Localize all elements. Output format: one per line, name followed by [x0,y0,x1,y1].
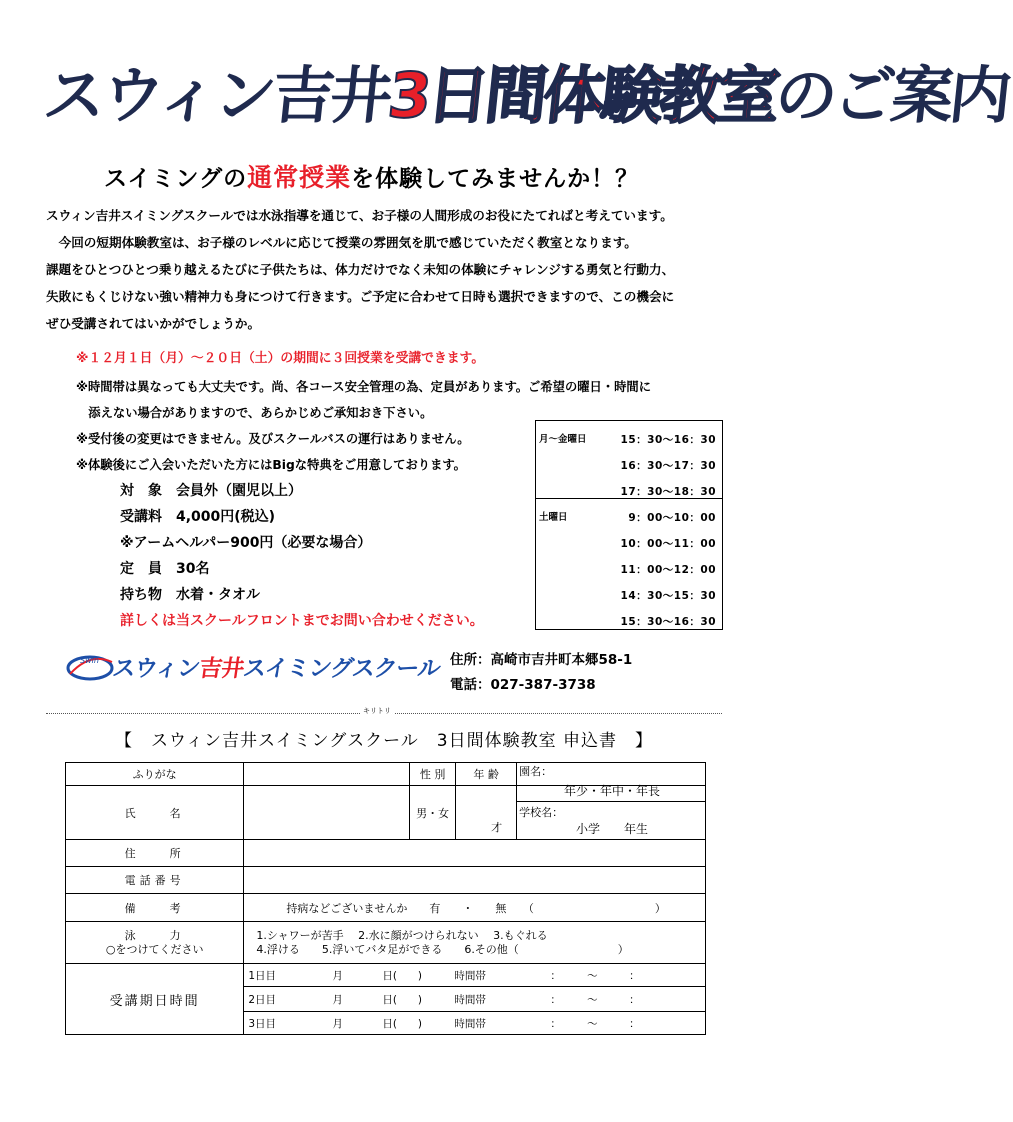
contact-info [450,648,632,698]
title-course: 3日間体験教室 [384,59,780,132]
time-slot: 17：30～18：30 [620,486,716,498]
address-field[interactable] [244,840,706,867]
schedule-row [536,479,722,505]
intro-line: 課題をひとつひとつ乗り越えるたびに子供たちは、体力だけでなく未知の体験にチャレンジする勇気と行動力、 [46,262,675,277]
age-field[interactable] [456,786,517,840]
saturday-block [536,505,722,635]
address-label: 住 所 [66,840,244,867]
phone-label: 電話番号 [66,867,244,894]
detail-items: 持ち物 水着・タオル [120,587,260,603]
phone: 電話：027-387-3738 [450,677,596,693]
schedule-row [536,505,722,531]
logo-name [111,650,443,683]
saturday-label: 土曜日 [539,512,568,523]
time-field[interactable]: ： ～ ： [550,969,640,982]
intro-line: 失敗にもくじけない強い精神力も身につけて行きます。ご予定に合わせて日時も選択できますので、この機会に [46,289,675,304]
date-row-2[interactable] [244,987,706,1012]
furigana-field[interactable] [244,763,410,786]
day-label: 1日目 [248,969,277,982]
age-unit: 才 [491,821,503,834]
swim-ability-label [66,922,244,964]
note-line: ※受付後の変更はできません。及びスクールバスの運行はありません。 [76,432,470,446]
time-slot: 15：30～16：30 [620,434,716,446]
schedule-row [536,609,722,635]
intro-line: 今回の短期体験教室は、お子様のレベルに応じて授業の雰囲気を肌で感じていただく教室となります。 [46,235,637,250]
month-field[interactable]: 月 [332,993,343,1006]
weekday-label: 月～金曜日 [539,434,587,445]
date-row-3[interactable] [244,1012,706,1035]
day-label: 2日目 [248,993,277,1006]
schedule-row [536,583,722,609]
timeslot-label: 時間帯 [454,1017,486,1030]
schedule-row [536,531,722,557]
logo-name-a: スウィン [110,656,202,682]
time-slot: 10：00～11：00 [620,538,716,550]
date-row-1[interactable] [244,964,706,987]
date-field[interactable]: 日( ) [382,969,423,982]
schedule-divider [536,498,722,499]
subtitle-highlight: 通常授業 [247,163,352,192]
timeslot-label: 時間帯 [454,969,486,982]
note-line: ※体験後にご入会いただいた方にはBigな特典をご用意しております。 [76,458,466,472]
form-title: 【 スウィン吉井スイミングスクール 3日間体験教室 申込書 】 [115,731,654,751]
remarks-field[interactable]: 持病などございませんか 有 ・ 無 （ ） [244,894,706,922]
age-header: 年 齢 [456,763,517,786]
time-slot: 14：30～15：30 [620,590,716,602]
time-field[interactable]: ： ～ ： [550,993,640,1006]
page-title [38,40,1012,152]
application-form [65,762,706,1035]
time-slot: 11：00～12：00 [620,564,716,576]
detail-contact: 詳しくは当スクールフロントまでお問い合わせください。 [120,613,484,629]
time-slot: 9：00～10：00 [628,512,716,524]
subtitle [104,158,639,194]
logo-name-c: スイミングスクール [241,656,442,682]
remarks-label: 備 考 [66,894,244,922]
schedule-box [535,420,723,630]
detail-fee: 受講料 4,000円(税込) [120,509,276,525]
month-field[interactable]: 月 [332,1017,343,1030]
phone-field[interactable] [244,867,706,894]
cut-label: キリトリ [360,706,394,716]
name-label: 氏 名 [66,786,244,840]
logo-name-b: 吉井 [197,656,246,682]
subtitle-a: スイミングの [104,166,248,192]
swim-ability-options[interactable] [244,922,706,964]
schedule-row [536,557,722,583]
date-field[interactable]: 日( ) [382,993,423,1006]
period-notice: ※１２月１日（月）～２０日（土）の期間に３回授業を受講できます。 [76,351,485,366]
intro-text [46,202,726,337]
gender-select[interactable]: 男・女 [410,786,456,840]
detail-capacity: 定 員 30名 [120,561,210,577]
day-label: 3日目 [248,1017,277,1030]
course-details [120,478,484,634]
title-guide: のご案内 [771,59,1012,132]
time-slot: 15：30～16：30 [620,616,716,628]
furigana-label: ふりがな [66,763,244,786]
schedule-row [536,453,722,479]
school-label: 学校名： [517,801,705,820]
logo-mark: Swin [80,656,99,665]
time-field[interactable]: ： ～ ： [550,1017,640,1030]
detail-target: 対 象 会員外（園児以上） [120,483,302,499]
note-line: ※時間帯は異なっても大丈夫です。尚、各コース安全管理の為、定員があります。ご希望の曜日・時間に [76,380,652,394]
note-line: 添えない場合がありますので、あらかじめご承知おき下さい。 [76,406,433,420]
title-school: スウィン吉井 [40,59,393,132]
time-slot: 16：30～17：30 [620,460,716,472]
intro-line: スウィン吉井スイミングスクールでは水泳指導を通じて、お子様の人間形成のお役にたてればと考えています。 [46,208,673,223]
swim-label: 泳 力 [124,928,185,942]
name-field[interactable] [244,786,410,840]
gender-header: 性 別 [410,763,456,786]
month-field[interactable]: 月 [332,969,343,982]
timeslot-label: 時間帯 [454,993,486,1006]
intro-line: ぜひ受講されてはいかがでしょうか。 [46,316,261,331]
swim-sublabel: ○をつけてください [105,942,204,956]
weekday-block [536,427,722,505]
school-grade[interactable]: 小学 年生 [576,822,649,836]
kindergarten-label: 園名： [519,765,553,778]
period-label: 受講期日時間 [66,964,244,1035]
address: 住所：高崎市吉井町本郷58-1 [450,652,633,668]
swim-options-line[interactable]: 4.浮ける 5.浮いてバタ足ができる 6.その他（ ） [256,942,629,956]
kindergarten-options[interactable]: 年少・年中・年長 [564,784,661,798]
date-field[interactable]: 日( ) [382,1017,423,1030]
swim-options-line[interactable]: 1.シャワーが苦手 2.水に顔がつけられない 3.もぐれる [256,928,548,942]
detail-armhelper: ※アームヘルパー900円（必要な場合） [120,535,372,551]
subtitle-b: を体験してみませんか！？ [351,166,640,192]
school-cell[interactable] [517,786,706,840]
schedule-row [536,427,722,453]
